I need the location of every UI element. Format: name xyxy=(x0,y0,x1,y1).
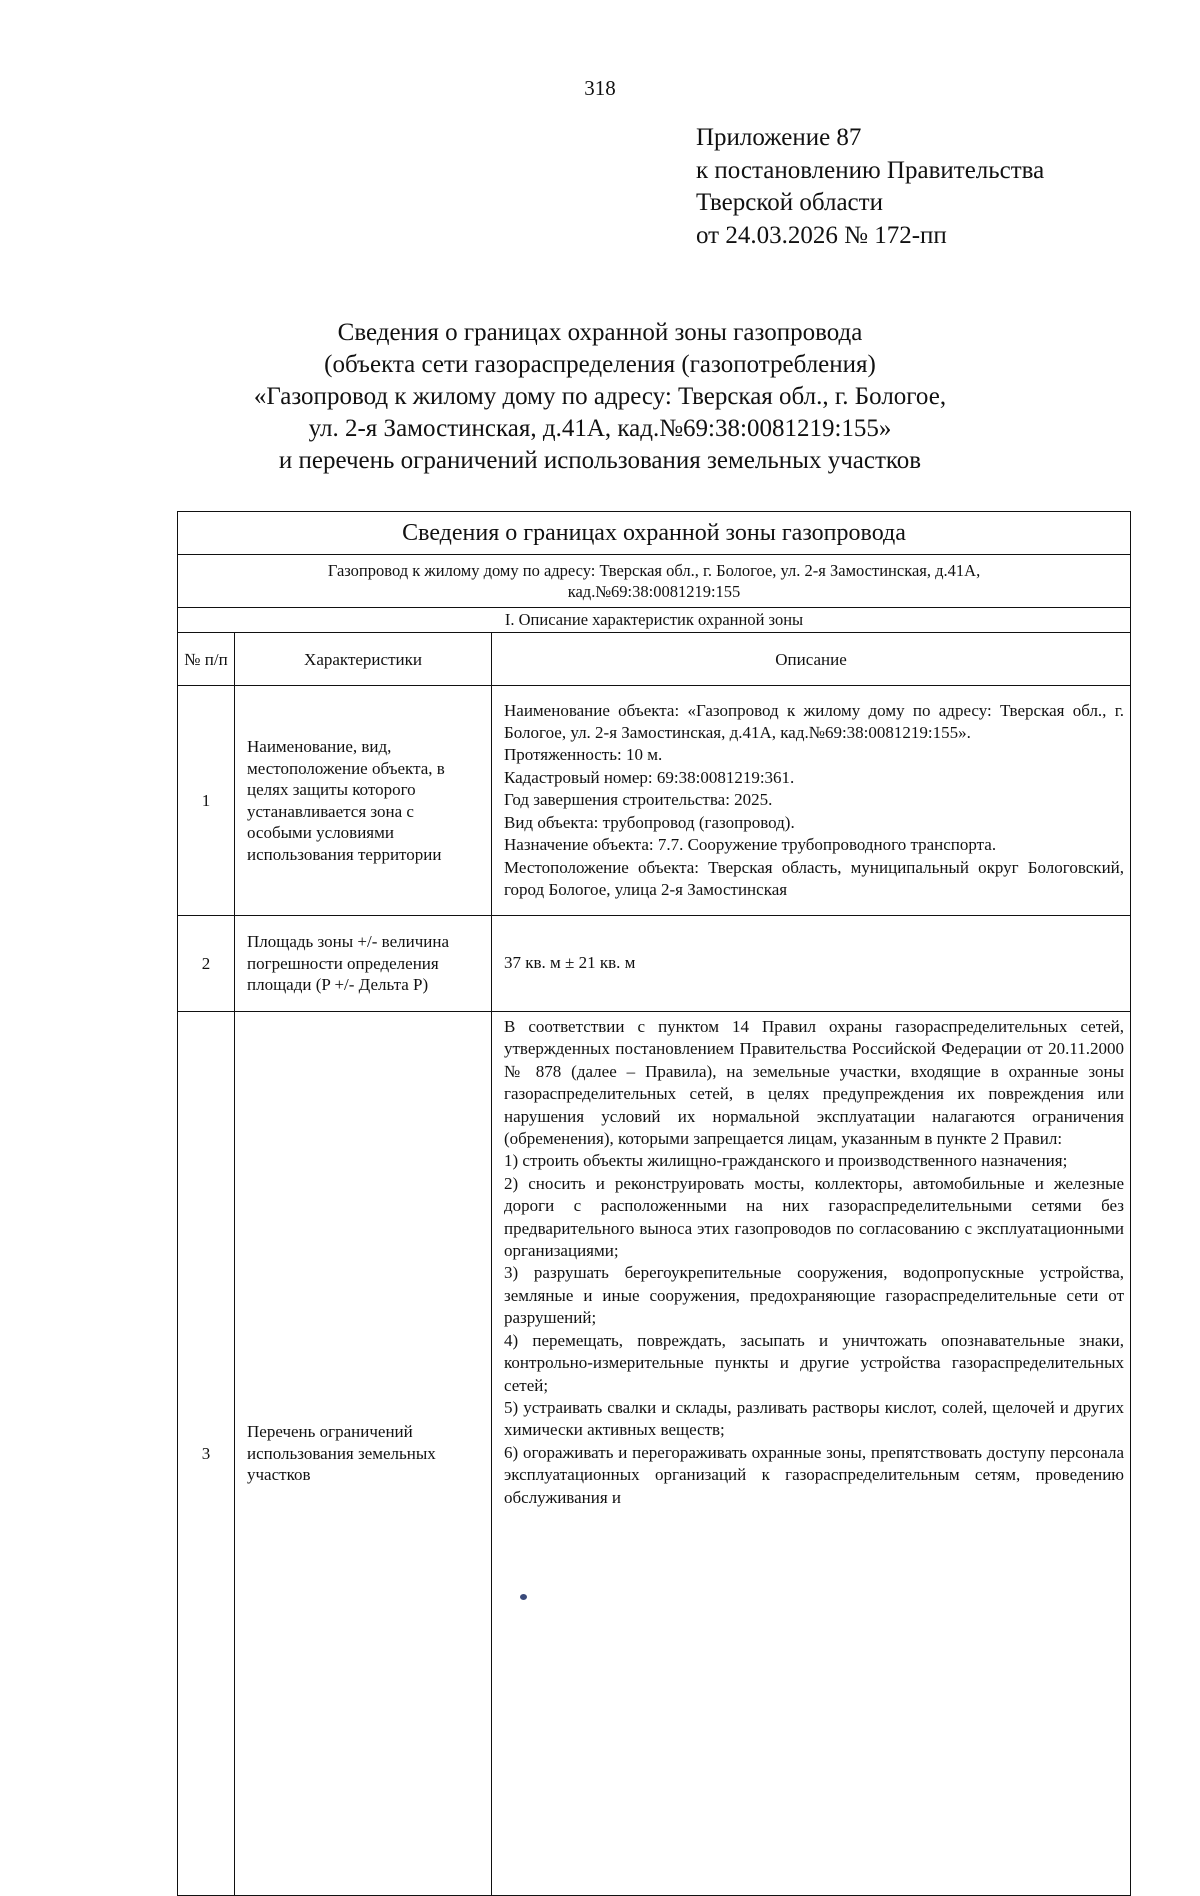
table-row xyxy=(178,916,1131,1012)
description-line: Протяженность: 10 м. xyxy=(504,745,663,765)
title-line: ул. 2-я Замостинская, д.41А, кад.№69:38:0081219:155» xyxy=(308,415,892,442)
row-description xyxy=(492,686,1131,916)
appendix-line: Приложение 87 xyxy=(696,124,862,151)
table-row xyxy=(178,1012,1131,1896)
description-line: 1) строить объекты жилищно-гражданского и производственного назначения; xyxy=(504,1151,1068,1171)
title-line: Сведения о границах охранной зоны газопровода xyxy=(337,319,863,346)
row-number: 2 xyxy=(178,916,235,1012)
description-line: Год завершения строительства: 2025. xyxy=(504,790,773,810)
row-number: 3 xyxy=(178,1012,235,1896)
object-line: кад.№69:38:0081219:155 xyxy=(567,582,741,601)
object-line: Газопровод к жилому дому по адресу: Тверская обл., г. Бологое, ул. 2-я Замостинская, д.41А, xyxy=(327,561,981,580)
description-line: 2) сносить и реконструировать мосты, коллекторы, автомобильные и железные дороги с расположенными на них газораспределительными сетями без предварительного выноса этих газопроводов по согласованию с эксплуатационными организациями; xyxy=(504,1173,1125,1261)
description-line: 37 кв. м ± 21 кв. м xyxy=(504,953,636,973)
column-header-num xyxy=(178,633,235,686)
description-line: Вид объекта: трубопровод (газопровод). xyxy=(504,812,795,832)
appendix-line: к постановлению Правительства xyxy=(696,156,1045,184)
row-characteristic: Площадь зоны +/- величина погрешности определения площади (P +/- Дельта P) xyxy=(235,916,492,1012)
column-header-characteristic: Характеристики xyxy=(235,633,492,686)
description-line: Назначение объекта: 7.7. Сооружение трубопроводного транспорта. xyxy=(504,835,997,855)
description-line: 6) огораживать и перегораживать охранные зоны, препятствовать доступу персонала эксплуатационных организаций к газораспределительным сетям, проведению обслуживания и xyxy=(504,1442,1125,1507)
table-heading: Сведения о границах охранной зоны газопровода xyxy=(178,512,1131,555)
page-number: 318 xyxy=(584,76,616,100)
ink-mark xyxy=(520,1594,527,1600)
description-line: В соответствии с пунктом 14 Правил охраны газораспределительных сетей, утвержденных постановлением Правительства Российской Федерации от 20.11.2000 № 878 (далее – Правила), на земельные участки, входящие в охранные зоны газораспределительных сетей, в целях предупреждения их повреждения или нарушения условий их нормальной эксплуатации налагаются ограничения (обременения), которыми запрещается лицам, указанным в пункте 2 Правил: xyxy=(504,1017,1125,1149)
description-line: Местоположение объекта: Тверская область, муниципальный округ Бологовский, город Бологое, улица 2-я Замостинская xyxy=(504,857,1125,899)
title-line: (объекта сети газораспределения (газопотребления) xyxy=(324,351,876,378)
document-title xyxy=(0,317,1200,477)
description-line: 5) устраивать свалки и склады, разливать растворы кислот, солей, щелочей и других химически активных веществ; xyxy=(504,1397,1125,1440)
appendix-line: от 24.03.2026 № 172-пп xyxy=(696,221,947,249)
appendix-block xyxy=(696,122,1044,252)
title-line: «Газопровод к жилому дому по адресу: Тверская обл., г. Бологое, xyxy=(253,383,947,410)
description-line: 3) разрушать берегоукрепительные сооружения, водопропускные устройства, земляные и иные сооружения, предохраняющие газораспределительные сети от разрушений; xyxy=(504,1263,1125,1328)
table-object-name xyxy=(178,555,1131,608)
appendix-line: Тверской области xyxy=(696,189,883,216)
description-line: 4) перемещать, повреждать, засыпать и уничтожать опознавательные знаки, контрольно-измерительные пункты и другие устройства газораспределительных сетей; xyxy=(504,1330,1125,1395)
column-header-num-label: № п/п xyxy=(184,649,228,669)
row-characteristic: Наименование, вид, местоположение объекта, в целях защиты которого устанавливается зона с особыми условиями использования территории xyxy=(235,686,492,916)
column-header-description: Описание xyxy=(492,633,1131,686)
row-description xyxy=(492,1012,1131,1896)
row-number: 1 xyxy=(178,686,235,916)
description-line: Кадастровый номер: 69:38:0081219:361. xyxy=(504,767,795,787)
table-row xyxy=(178,686,1131,916)
row-description xyxy=(492,916,1131,1012)
description-line: Наименование объекта: «Газопровод к жилому дому по адресу: Тверская обл., г. Бологое, ул. 2-я Замостинская, д.41А, кад.№69:38:0081219:155». xyxy=(504,700,1125,743)
row-characteristic: Перечень ограничений использования земельных участков xyxy=(235,1012,492,1896)
zone-info-table xyxy=(177,511,1131,1896)
title-line: и перечень ограничений использования земельных участков xyxy=(278,447,922,474)
section-heading: I. Описание характеристик охранной зоны xyxy=(178,608,1131,633)
